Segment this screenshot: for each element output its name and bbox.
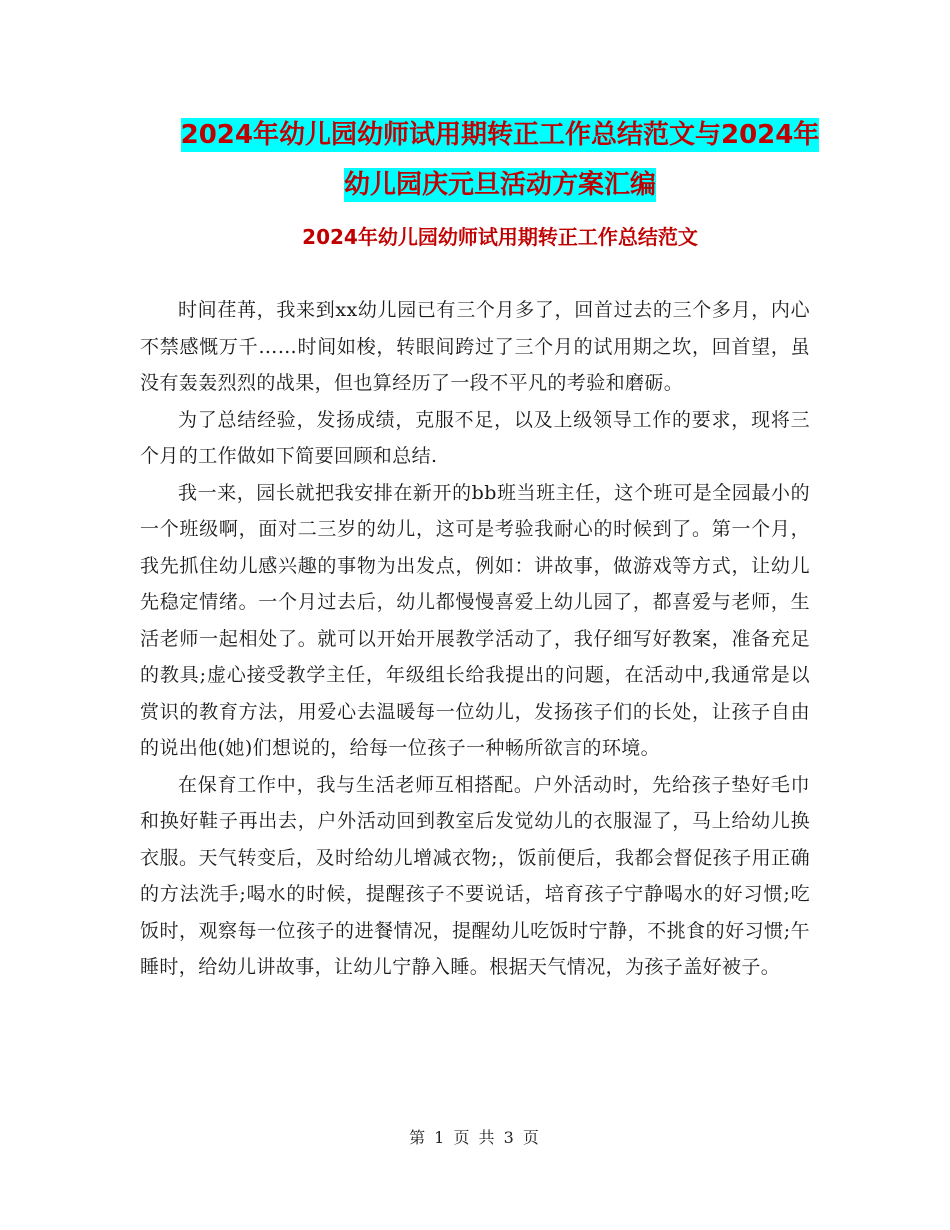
- title-line-2: 幼儿园庆元旦活动方案汇编: [343, 170, 656, 200]
- title-line-1: 2024年幼儿园幼师试用期转正工作总结范文与2024年: [180, 120, 820, 150]
- paragraph-4: 在保育工作中，我与生活老师互相搭配。户外活动时，先给孩子垫好毛巾和换好鞋子再出去，户外活动回到教室后发觉幼儿的衣服湿了，马上给幼儿换衣服。天气转变后，及时给幼儿增减衣物;，饭前便后，我都会督促孩子用正确的方法洗手;喝水的时候，提醒孩子不要说话，培育孩子宁静喝水的好习惯;吃饭时，观察每一位孩子的进餐情况，提醒幼儿吃饭时宁静，不挑食的好习惯;午睡时，给幼儿讲故事，让幼儿宁静入睡。根据天气情况，为孩子盖好被子。: [140, 773, 810, 978]
- paragraph-3: 我一来，园长就把我安排在新开的bb班当班主任，这个班可是全园最小的一个班级啊，面对二三岁的幼儿，这可是考验我耐心的时候到了。第一个月，我先抓住幼儿感兴趣的事物为出发点，例如：讲故事，做游戏等方式，让幼儿先稳定情绪。一个月过去后，幼儿都慢慢喜爱上幼儿园了，都喜爱与老师，生活老师一起相处了。就可以开始开展教学活动了，我仔细写好教案，准备充足的教具;虚心接受教学主任，年级组长给我提出的问题，在活动中,我通常是以赏识的教育方法，用爱心去温暖每一位幼儿，发扬孩子们的长处，让孩子自由的说出他(她)们想说的，给每一位孩子一种畅所欲言的环境。: [140, 481, 810, 759]
- paragraph-1: 时间荏苒，我来到xx幼儿园已有三个月多了，回首过去的三个多月，内心不禁感慨万千……时间如梭，转眼间跨过了三个月的试用期之坎，回首望，虽没有轰轰烈烈的战果，但也算经历了一段不平凡的考验和磨砺。: [140, 299, 810, 394]
- paragraph-2: 为了总结经验，发扬成绩，克服不足，以及上级领导工作的要求，现将三个月的工作做如下简要回顾和总结.: [140, 408, 810, 467]
- page-footer: 第 1 页 共 3 页: [409, 1128, 541, 1147]
- section-title: 2024年幼儿园幼师试用期转正工作总结范文: [302, 225, 698, 249]
- document-body: [140, 292, 810, 986]
- document-title: [140, 110, 860, 210]
